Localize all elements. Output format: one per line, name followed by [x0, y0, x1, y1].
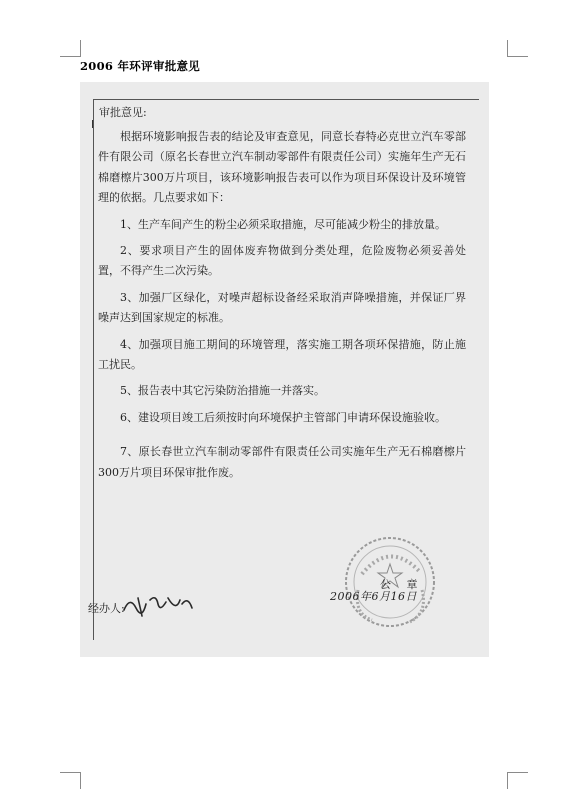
approval-body	[98, 127, 466, 483]
crop-mark-bottom-right	[507, 772, 528, 789]
handler-label: 经办人:	[88, 602, 125, 615]
approval-date: 2006年6月16日	[330, 590, 417, 603]
requirement-7: 7、原长春世立汽车制动零部件有限责任公司实施年生产无石棉磨檫片300万片项目环保审批作废。	[98, 445, 466, 479]
seal-label: 公 章	[380, 578, 424, 591]
crop-mark-top-left	[60, 40, 81, 57]
scanned-document	[80, 82, 489, 657]
page-heading: 2006 年环评审批意见	[80, 59, 201, 73]
section-label: 审批意见:	[99, 106, 147, 119]
signature-icon	[120, 590, 200, 620]
requirement-4: 4、加强项目施工期间的环境管理，落实施工期各项环保措施，防止施工扰民。	[98, 337, 466, 372]
requirement-2: 2、要求项目产生的固体废弃物做到分类处理，危险废物必须妥善处置，不得产生二次污染。	[98, 244, 466, 278]
intro-paragraph: 根据环境影响报告表的结论及审查意见，同意长春特必克世立汽车零部件有限公司（原名长春世立汽车制动零部件有限责任公司）实施年生产无石棉磨檫片300万片项目，该环境影响报告表可以作为项目环保设计及环境管理的依据。几点要求如下：	[98, 130, 466, 205]
requirement-3: 3、加强厂区绿化，对噪声超标设备经采取消声降噪措施，并保证厂界噪声达到国家规定的标准。	[98, 290, 466, 325]
requirement-6: 6、建设项目竣工后须按时向环境保护主管部门申请环保设施验收。	[120, 410, 446, 424]
requirement-1: 1、生产车间产生的粉尘必须采取措施，尽可能减少粉尘的排放量。	[120, 217, 446, 231]
scan-mark	[92, 120, 96, 128]
crop-mark-top-right	[507, 40, 528, 57]
crop-mark-bottom-left	[60, 772, 81, 789]
requirement-5: 5、报告表中其它污染防治措施一并落实。	[120, 384, 325, 398]
handwritten-signature	[120, 590, 200, 620]
